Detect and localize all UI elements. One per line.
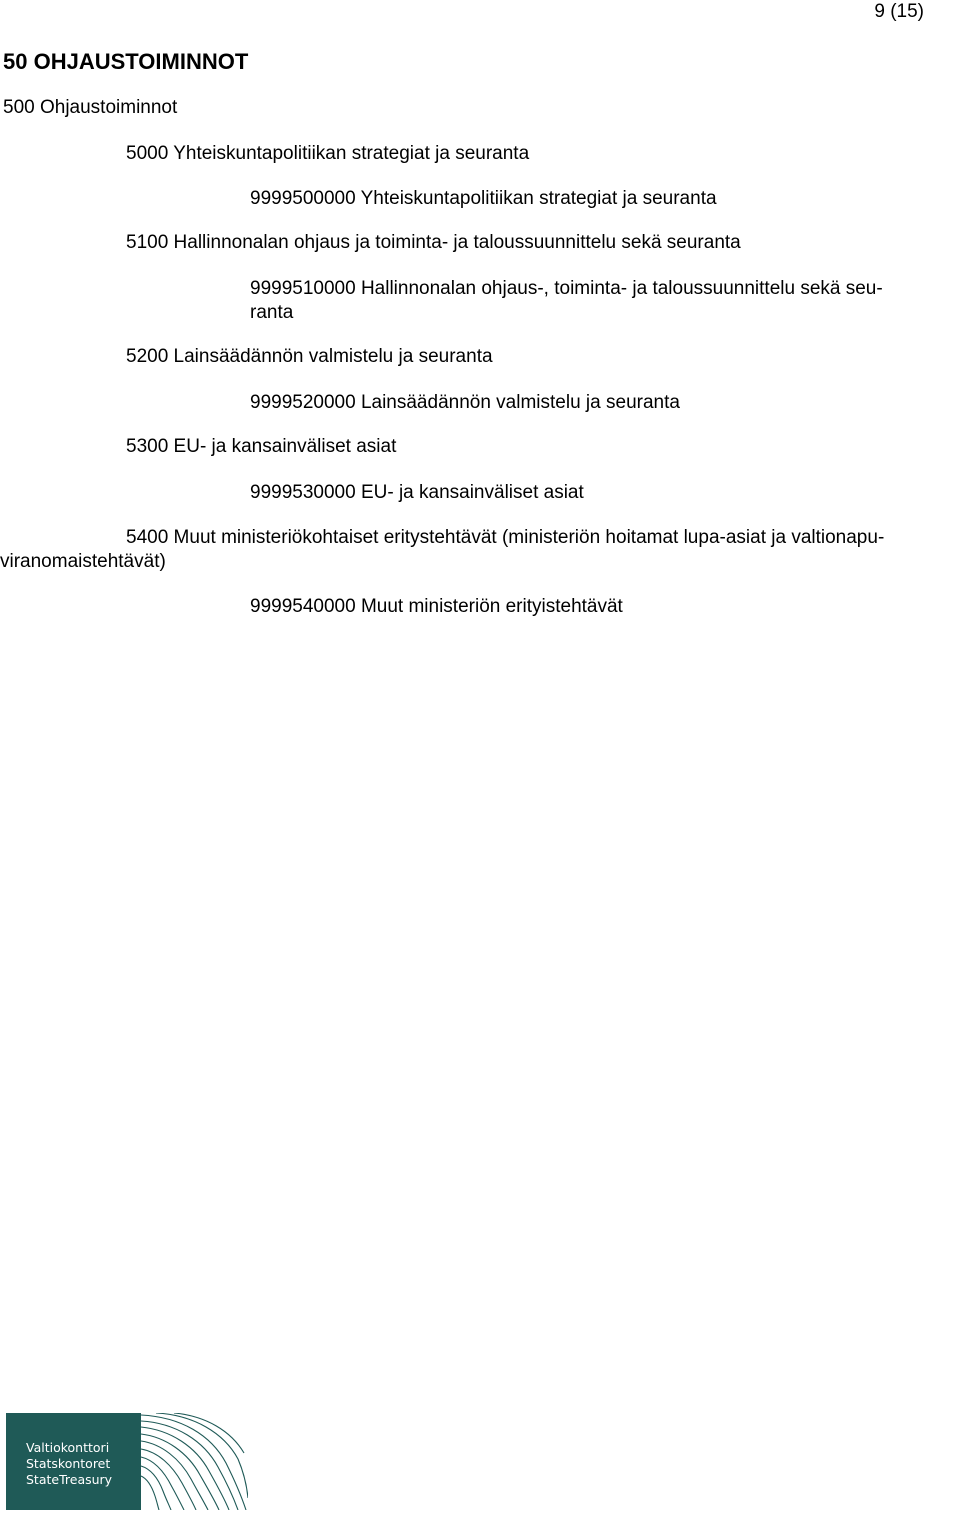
page-title: 50 OHJAUSTOIMINNOT <box>3 49 249 74</box>
list-item-5400-line2: viranomaistehtävät) <box>0 551 166 572</box>
list-item-5100: 5100 Hallinnonalan ohjaus ja toiminta- ja taloussuunnittelu sekä seuranta <box>126 232 741 253</box>
list-item-5400-line1: 5400 Muut ministeriökohtaiset eritystehtävät (ministeriön hoitamat lupa-asiat ja valtionapu- <box>126 527 885 548</box>
list-item-5300: 5300 EU- ja kansainväliset asiat <box>126 436 397 457</box>
list-item-9999540000: 9999540000 Muut ministeriön erityistehtävät <box>250 596 623 617</box>
logo-text-line1: Valtiokonttori <box>26 1440 110 1455</box>
list-item-9999510000-line1: 9999510000 Hallinnonalan ohjaus-, toiminta- ja taloussuunnittelu sekä seu- <box>250 278 883 299</box>
list-item-5000: 5000 Yhteiskuntapolitiikan strategiat ja seuranta <box>126 143 530 164</box>
page-number: 9 (15) <box>874 1 924 22</box>
list-item-9999530000: 9999530000 EU- ja kansainväliset asiat <box>250 482 584 503</box>
logo-text-line3: StateTreasury <box>26 1472 113 1487</box>
section-heading: 500 Ohjaustoiminnot <box>3 97 178 118</box>
list-item-5200: 5200 Lainsäädännön valmistelu ja seuranta <box>126 346 493 367</box>
list-item-9999510000 <box>250 277 950 325</box>
state-treasury-logo <box>6 1413 248 1510</box>
list-item-9999500000: 9999500000 Yhteiskuntapolitiikan strategiat ja seuranta <box>250 188 717 209</box>
list-item-5400 <box>0 526 958 574</box>
list-item-9999520000: 9999520000 Lainsäädännön valmistelu ja seuranta <box>250 392 680 413</box>
list-item-9999510000-line2: ranta <box>250 302 294 323</box>
logo-text-line2: Statskontoret <box>26 1456 111 1471</box>
